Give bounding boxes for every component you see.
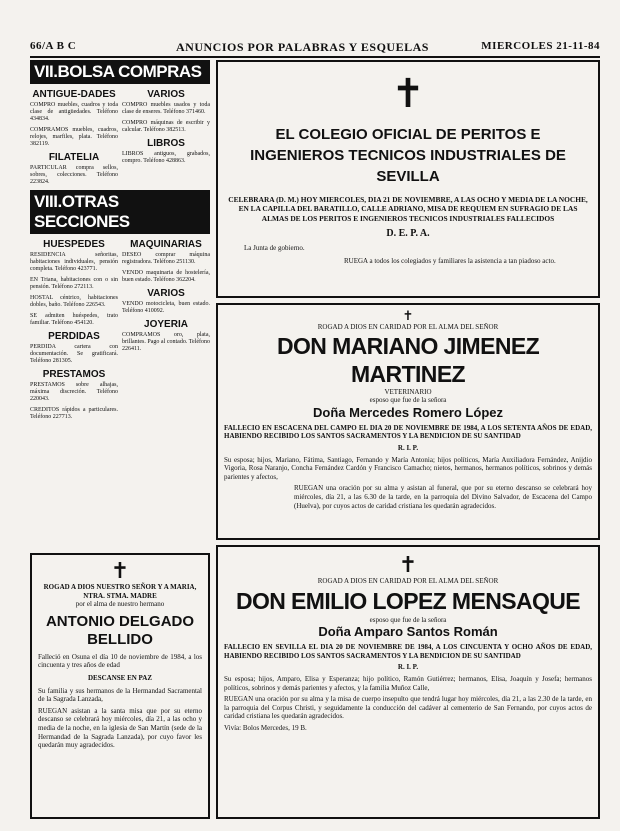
ad: RESIDENCIA señoritas, habitaciones individuales, pensión completa. Teléfono 423771. (30, 252, 118, 272)
rip-text: R. I. P. (397, 663, 419, 672)
cat-perdidas: PERDIDAS (48, 331, 100, 342)
rogad-text: ROGAD A DIOS EN CARIDAD POR EL ALMA DEL SEÑOR (317, 577, 499, 585)
latin-cross-icon: ✝ (402, 308, 414, 323)
ad: VENDO motocicleta, buen estado. Teléfono 410092. (122, 301, 210, 314)
alma-text: por el alma de nuestro hermano (75, 600, 165, 609)
cat-libros: LIBROS (147, 138, 185, 149)
obituary-jimenez (216, 303, 600, 540)
family-text: Su familia y sus hermanos de la Hermandad Sacramental de la Sagrada Lanzada, (38, 686, 202, 704)
rogad-text: ROGAD A DIOS EN CARIDAD POR EL ALMA DEL SEÑOR (317, 323, 499, 331)
descanse-text: DESCANSE EN PAZ (87, 673, 153, 682)
junta-text: La Junta de gobierno. (244, 244, 305, 253)
cat-maquinarias: MAQUINARIAS (130, 239, 202, 250)
fallecio-text: FALLECIO EN SEVILLA EL DIA 20 DE NOVIEMBRE DE 1984, A LOS CINCUENTA Y OCHO AÑOS DE EDAD, HABIENDO RECIBIDO LOS SANTOS SACRAMENTOS Y LA BENDICION DE SU SANTIDAD (224, 643, 592, 660)
obituary-delgado (30, 553, 210, 819)
spouse-name: Doña Amparo Santos Román (318, 624, 498, 640)
obituary-lopez (216, 545, 600, 819)
rip-text: R. I. P. (397, 443, 419, 452)
cat-varios-2: VARIOS (147, 288, 185, 299)
section-title: ANUNCIOS POR PALABRAS Y ESQUELAS (176, 40, 429, 54)
depa-text: D. E. P. A. (386, 228, 430, 240)
ad: SE admiten huéspedes, trato familiar. Teléfono 454120. (30, 313, 118, 326)
ad: COMPRAMOS oro, plata, brillantes. Pago al contado. Teléfono 226411. (122, 332, 210, 352)
deceased-name: DON MARIANO JIMENEZ MARTINEZ (276, 332, 540, 387)
colegio-body: CELEBRARA (D. M.) HOY MIERCOLES, DIA 21 DE NOVIEMBRE, A LAS OCHO Y MEDIA DE LA NOCHE, EN LA CAPILLA DEL BARATILLO, CALLE ADRIANO, MISA DE REQUIEM EN SUFRAGIO DE LAS ALMAS DE LOS PERITOS E INGENIEROS TECNICOS INDUSTRIALES FALLECIDOS (228, 195, 588, 223)
esposo-text: esposo que fue de la señora (369, 396, 447, 405)
cat-prestamos: PRESTAMOS (42, 369, 106, 380)
ad: PERDIDA cartera con documentación. Se gratificará. Teléfono 281305. (30, 344, 118, 364)
deceased-name: DON EMILIO LOPEZ MENSAQUE (235, 587, 581, 614)
cat-filatelia: FILATELIA (48, 152, 100, 163)
rogad-text: ROGAD A DIOS NUESTRO SEÑOR Y A MARIA, NTRA. STMA. MADRE (43, 583, 197, 600)
role-text: VETERINARIO (384, 387, 432, 396)
cat-antiguedades: ANTIGUE-DADES (32, 89, 116, 100)
ruegan-text: RUEGAN una oración por su alma y asistan al funeral, que por su eterno descanso se celebrará hoy miércoles, día 21, a las 6.30 de la tarde, en la parroquia del Divino Salvador, de Escacena del Campo (Huelva), por cuyos actos de caridad cristiana les quedarán agradecidos. (294, 484, 592, 510)
latin-cross-icon: ✝ (110, 558, 130, 583)
ad: COMPRO muebles usados y toda clase de enseres. Teléfono 371460. (122, 102, 210, 115)
ad: COMPRO máquinas de escribir y calcular. Teléfono 382513. (122, 120, 210, 133)
ad: VENDO maquinaria de hostelería, buen estado. Teléfono 362204. (122, 270, 210, 283)
ad: PARTICULAR compra sellos, sobres, colecciones. Teléfono 223824. (30, 165, 118, 185)
ad: COMPRAMOS muebles, cuadros, relojes, marfiles, plata. Teléfono 382119. (30, 127, 118, 147)
cat-varios: VARIOS (147, 89, 185, 100)
ad: PRESTAMOS sobre alhajas, máxima discreción. Teléfono 220043. (30, 382, 118, 402)
ad: EN Triana, habitaciones con o sin pensión. Teléfono 272113. (30, 277, 118, 290)
ad: COMPRO muebles, cuadros y toda clase de antigüedades. Teléfono 434834. (30, 102, 118, 122)
vivia-text: Vivía: Bolos Mercedes, 19 B. (224, 723, 307, 732)
page-date: MIERCOLES 21-11-84 (481, 40, 600, 52)
ruegan-text: RUEGAN asistan a la santa misa que por su eterno descanso se celebrará hoy miércoles, día 21, a las ocho y media de la noche, en la iglesia de San Martín (sede de la Hermandad de la Sagrada Lanzada), por cuyo favor les quedarán muy agradecidos. (38, 706, 202, 750)
family-text: Su esposa; hijos, Amparo, Elisa y Esperanza; hijo político, Ramón Gutiérrez; hermanos, Elisa, Joaquín y Josefa; hermanos políticos, sobrinos y demás parientes y afectos, y la familia Muñoz Calle, (224, 674, 592, 692)
classifieds-column (30, 60, 210, 425)
cat-joyeria: JOYERIA (144, 319, 188, 330)
fallecio-text: Falleció en Osuna el día 10 de noviembre de 1984, a los cincuenta y tres años de edad (38, 652, 202, 670)
section-otras: VIII.OTRAS SECCIONES (30, 190, 210, 234)
colegio-ruega: RUEGA a todos los colegiados y familiares la asistencia a tan piadoso acto. (344, 256, 556, 265)
ad: CREDITOS rápidos a particulares. Teléfono 227713. (30, 407, 118, 420)
spouse-name: Doña Mercedes Romero López (313, 404, 503, 420)
esposo-text: esposo que fue de la señora (369, 615, 447, 624)
colegio-title: EL COLEGIO OFICIAL DE PERITOS E INGENIEROS TECNICOS INDUSTRIALES DE SEVILLA (250, 126, 566, 185)
section-bolsa: VII.BOLSA COMPRAS (30, 60, 210, 84)
notice-colegio (216, 60, 600, 298)
ruegan-text: RUEGAN una oración por su alma y la misa de cuerpo insepulto que tendrá lugar hoy miércoles, día 21, a las 2.30 de la tarde, en la parroquia del Corpus Christi, y seguidamente la conducción del cadáver al cementerio de San Fernando, por cuyos actos de caridad cristiana les quedarán agradecidos. (224, 695, 592, 721)
fallecio-text: FALLECIO EN ESCACENA DEL CAMPO EL DIA 20 DE NOVIEMBRE DE 1984, A LOS SETENTA AÑOS DE EDAD, HABIENDO RECIBIDO LOS SANTOS SACRAMENTOS Y LA BENDICION DE SU SANTIDAD (224, 423, 592, 441)
page-header (30, 40, 600, 58)
latin-cross-icon: ✝ (398, 552, 418, 577)
ad: HOSTAL céntrico, habitaciones dobles, baño. Teléfono 226543. (30, 295, 118, 308)
ad: DESEO comprar máquina registradora. Teléfono 251130. (122, 252, 210, 265)
page-number: 66/A B C (30, 40, 77, 52)
cat-huespedes: HUESPEDES (43, 239, 105, 250)
ad: LIBROS antiguos, grabados, compro. Teléfono 428863. (122, 151, 210, 164)
latin-cross-icon: ✝ (391, 71, 425, 116)
deceased-name: ANTONIO DELGADO BELLIDO (45, 612, 195, 648)
family-text: Su esposa; hijos, Mariano, Fátima, Santiago, Fernando y María Antonia; hijos políticos, María Auxiliadora Fernández, Anijdio Vigoria, Rosa Naranjo, Concha Fernández Cardón y Francisco Camacho; nietos, hermanos, hermanos políticos, sobrinos y demás parientes y afectos, (224, 455, 592, 481)
